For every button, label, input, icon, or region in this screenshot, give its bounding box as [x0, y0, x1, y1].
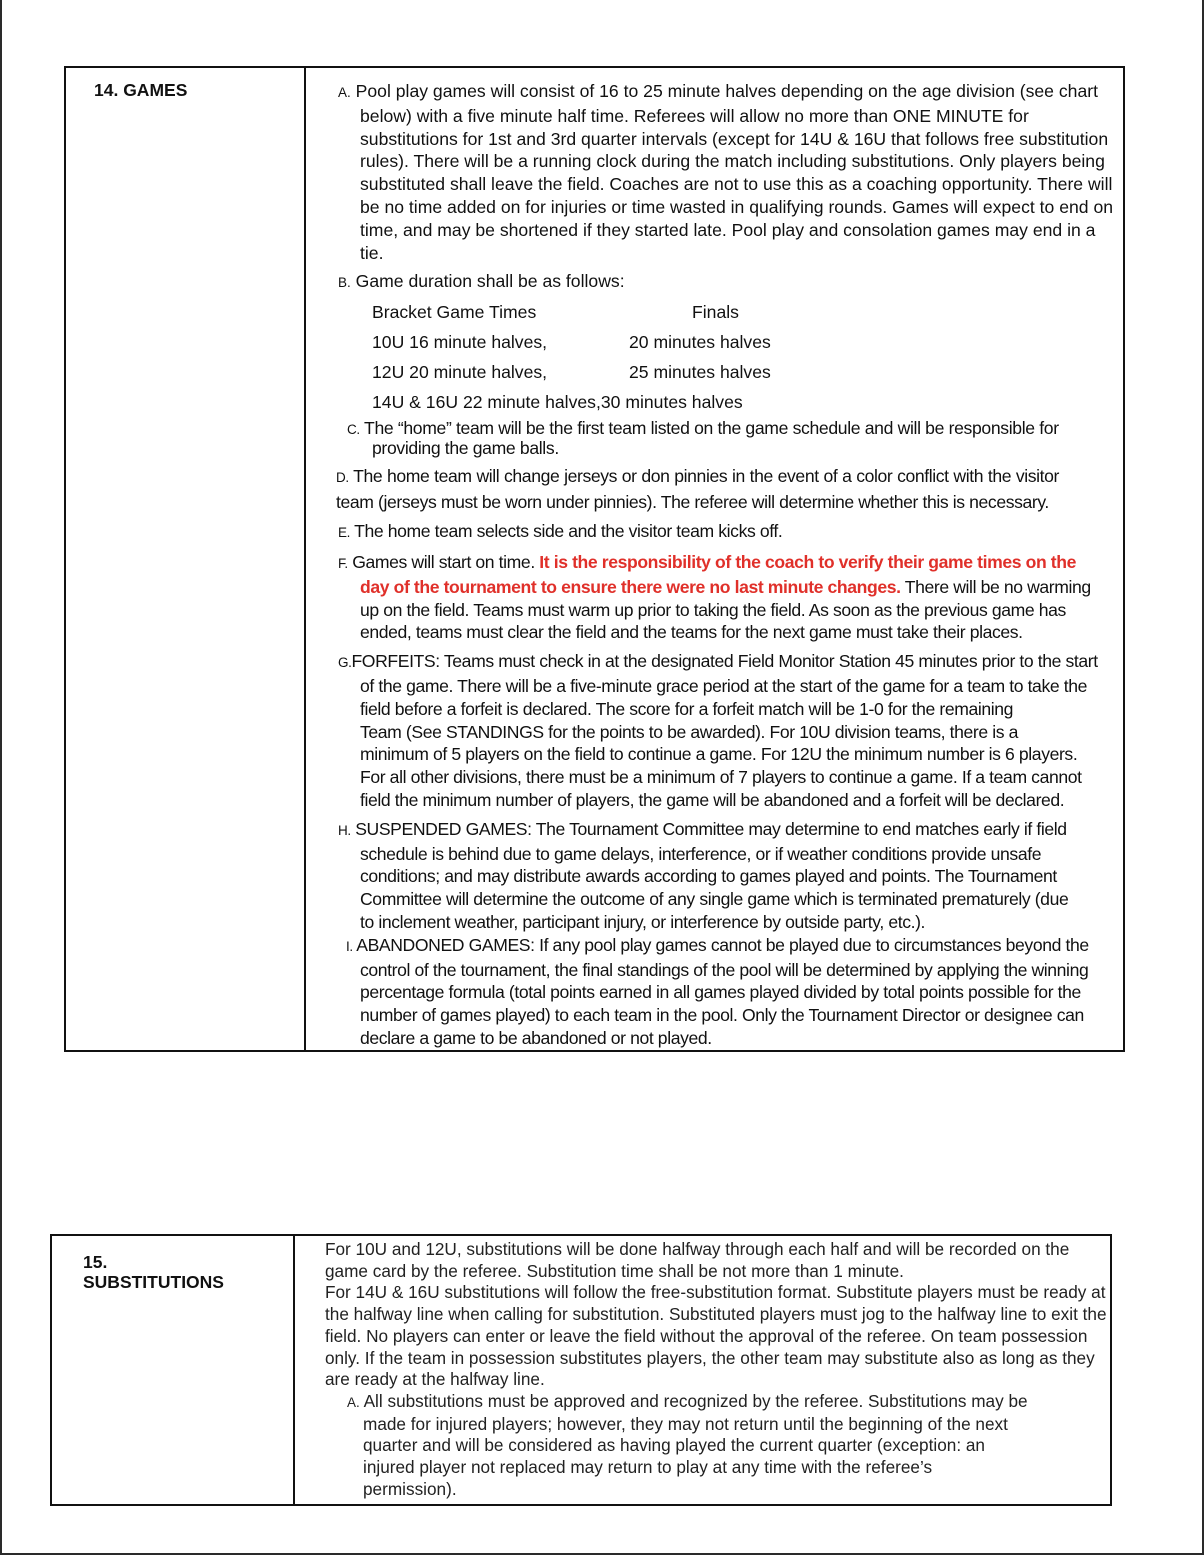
rule-item-g: G.FORFEITS: Teams must check in at the designated Field Monitor Station 45 minutes prior to the start of the game. There will be a five-minute grace period at the start of the game for a team to take the field before a forfeit is declared. The score for a forfeit match will be 1-0 for the remaining [338, 651, 1098, 719]
rule-item-c: C. The “home” team will be the first team listed on the game schedule and will be responsible for providing the game balls. [347, 418, 1059, 459]
rule-item-i: I. ABANDONED GAMES: If any pool play games cannot be played due to circumstances beyond the control of the tournament, the final standings of the pool will be determined by applying the winning percentage formula (total points earned in all games played divided by total points possible for the number of games played) to each team in the pool. Only the Tournament Director or designee can declare a game to be abandoned or not played. [346, 934, 1089, 1048]
section-heading-substitutions: 15. SUBSTITUTIONS [51, 1235, 294, 1505]
rule-item-g-continued: Team (See STANDINGS for the points to be awarded). For 10U division teams, there is a minimum of 5 players on the field to continue a game. For 12U the minimum number is 6 players. For all other divisions, there must be a minimum of 7 players to continue a game. If a team cannot field the minimum number of players, the game will be abandoned and a forfeit will be declared. [360, 721, 1082, 810]
rules-table-substitutions [50, 1234, 1112, 1506]
rule-item-e: E. The home team selects side and the visitor team kicks off. [338, 521, 783, 542]
rule-item-a: A. Pool play games will consist of 16 to 25 minute halves depending on the age division (see chart below) with a five minute half time. Referees will allow no more than ONE MINUTE for substitutions for 1st and 3rd quarter intervals (except for 14U & 16U that follows free substitution rules). There will be a running clock during the match including substitutions. Only players being substituted shall leave the field. Coaches are not to use this as a coaching opportunity. There will be no time added on for injuries or time wasted in qualifying rounds. Games will expect to end on time, and may be shortened if they started late. Pool play and consolation games may end in a tie. [338, 81, 1114, 263]
game-duration-table [306, 297, 1123, 417]
substitution-intro-14u-16u: For 14U & 16U substitutions will follow the free-substitution format. Substitute players must be ready at the halfway line when calling for substitution. Substituted players must jog to the halfway line to exit the field. No players can enter or leave the field without the approval of the referee. On team possession only. If the team in possession substitutes players, the other team may substitute also as long as they are ready at the halfway line. [325, 1282, 1107, 1390]
duration-row: 12U 20 minute halves, 25 minutes halves [372, 362, 771, 383]
section-body-games [305, 67, 1124, 1051]
rule-item-f: F. Games will start on time. It is the responsibility of the coach to verify their game times on the day of the tournament to ensure there were no last minute changes. There will be no warming up on the field. Teams must warm up prior to taking the field. As soon as the previous game has ended, teams must clear the field and the teams for the next game must take their places. [338, 551, 1091, 643]
rule-item-d: D. The home team will change jerseys or don pinnies in the event of a color conflict with the visitor team (jerseys must be worn under pinnies). The referee will determine whether this is necessary. [336, 466, 1059, 513]
section-heading-games: 14. GAMES [65, 67, 305, 1051]
coach-responsibility-notice: It is the responsibility of the coach to verify their game times on the day of the tournament to ensure there were no last minute changes. [360, 551, 1076, 597]
substitution-item-a: A. All substitutions must be approved and recognized by the referee. Substitutions may be made for injured players; however, they may not return until the beginning of the next quarter and will be considered as having played the current quarter (exception: an injured player not replaced may return to play at any time with the referee’s permission). [347, 1390, 1028, 1499]
duration-row: 14U & 16U 22 minute halves,30 minutes halves [372, 392, 743, 413]
duration-row: 10U 16 minute halves, 20 minutes halves [372, 332, 771, 353]
rule-item-h: H. SUSPENDED GAMES: The Tournament Committee may determine to end matches early if field schedule is behind due to game delays, interference, or if weather conditions provide unsafe conditions; and may distribute awards according to games played and points. The Tournament Committee will determine the outcome of any single game which is terminated prematurely (due to inclement weather, participant injury, or interference by outside party, etc.). [338, 818, 1069, 932]
duration-table-header: Bracket Game Times Finals [372, 302, 739, 323]
substitution-intro-10u-12u: For 10U and 12U, substitutions will be done halfway through each half and will be recorded on the game card by the referee. Substitution time shall be not more than 1 minute. [325, 1239, 1070, 1281]
rule-item-b: B. Game duration shall be as follows: [338, 271, 625, 292]
rules-table-games [64, 66, 1125, 1052]
section-body-substitutions [294, 1235, 1111, 1505]
